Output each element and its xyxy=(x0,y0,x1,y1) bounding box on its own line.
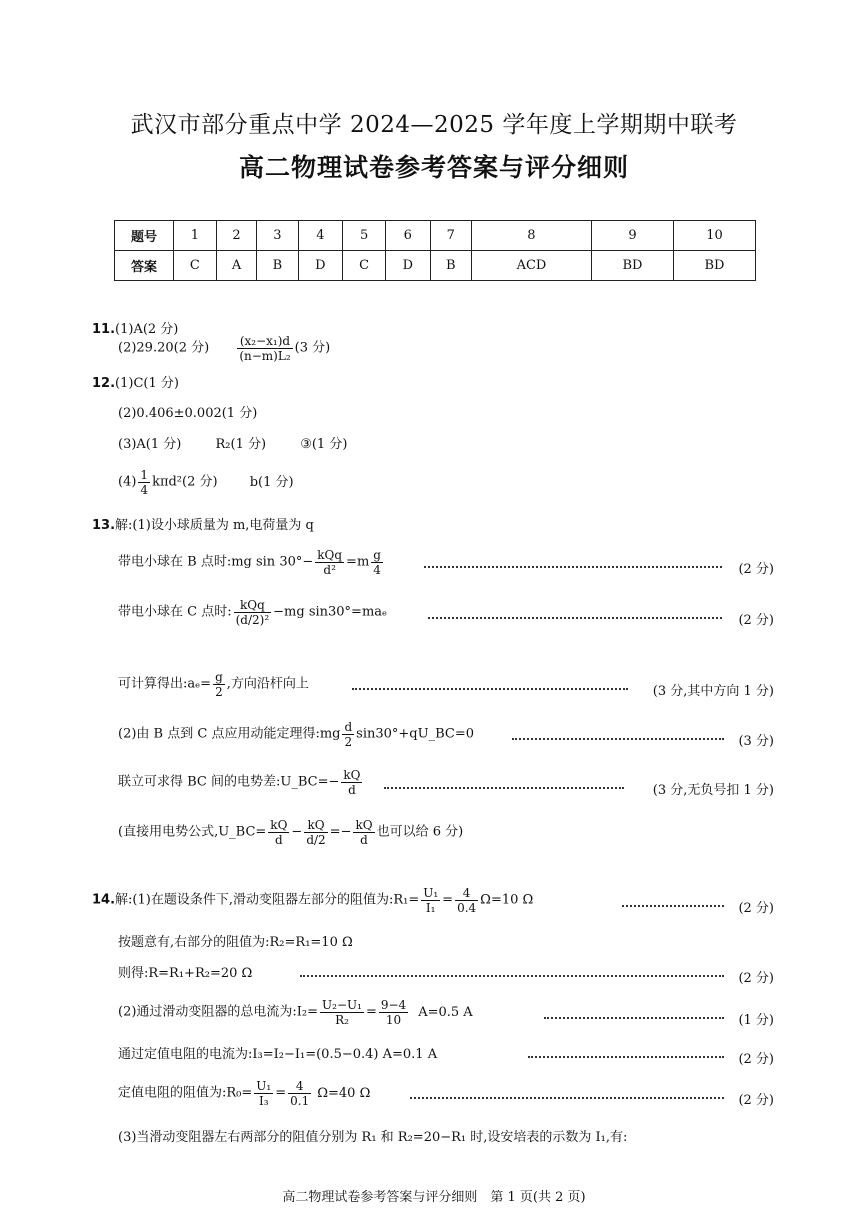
formula-text: 可计算得出:aₑ= xyxy=(118,676,212,692)
table-cell: 5 xyxy=(343,221,386,251)
fraction xyxy=(288,1079,311,1108)
table-cell: D xyxy=(298,251,343,281)
formula-text: =− xyxy=(329,824,352,840)
q13-line3 xyxy=(118,670,309,699)
fraction xyxy=(213,670,225,699)
denominator: d xyxy=(360,833,368,847)
q14-line7: (3)当滑动变阻器左右两部分的阻值分别为 R₁ 和 R₂=20−R₁ 时,设安培表的示数为 I₁,有: xyxy=(118,1130,628,1145)
table-cell: BD xyxy=(673,251,755,281)
leader-dots xyxy=(622,905,724,907)
formula-text: =m xyxy=(346,554,370,570)
numerator: g xyxy=(373,548,381,562)
formula-text: − xyxy=(291,824,303,840)
denominator: 4 xyxy=(373,563,381,577)
question-number: 11. xyxy=(92,322,116,337)
denominator: d/2 xyxy=(306,833,326,847)
table-cell: 2 xyxy=(216,221,257,251)
leader-dots xyxy=(410,1097,724,1099)
fraction xyxy=(304,818,327,847)
score-text: (2 分) xyxy=(738,1052,774,1067)
numerator: 1 xyxy=(140,468,149,482)
score-text: (2 分) xyxy=(738,901,774,916)
denominator: 10 xyxy=(385,1013,402,1027)
q13-line6 xyxy=(118,818,463,847)
numerator: kQ xyxy=(343,768,361,782)
question-number: 13. xyxy=(92,518,116,533)
question-number: 12. xyxy=(92,376,116,391)
leader-dots xyxy=(428,617,722,619)
leader-dots xyxy=(300,975,724,977)
score-text: (1 分) xyxy=(738,1013,774,1028)
q14-line1 xyxy=(92,886,533,915)
formula-text: 联立可求得 BC 间的电势差:U_BC=− xyxy=(118,774,340,790)
table-cell: D xyxy=(385,251,430,281)
answer-text: (3)A(1 分) xyxy=(118,437,182,452)
denominator: 2 xyxy=(344,735,353,749)
table-cell: 7 xyxy=(430,221,471,251)
score-text: (2 分) xyxy=(738,971,774,986)
q12-part2: (2)0.406±0.002(1 分) xyxy=(118,406,258,421)
answer-text: kπd²(2 分) xyxy=(152,474,218,490)
table-cell: BD xyxy=(592,251,674,281)
denominator: 0.4 xyxy=(457,901,477,915)
denominator: d² xyxy=(323,563,336,577)
leader-dots xyxy=(544,1017,724,1019)
fraction xyxy=(237,334,292,363)
score-text: (2 分) xyxy=(738,1093,774,1108)
answer-text: (1)C(1 分) xyxy=(115,376,179,391)
table-row-answers xyxy=(115,251,756,281)
leader-dots xyxy=(528,1056,724,1058)
leader-dots xyxy=(352,688,628,690)
score-text: (3 分,无负号扣 1 分) xyxy=(652,783,774,798)
row-label-answer: 答案 xyxy=(115,251,174,281)
numerator: kQq xyxy=(317,548,343,562)
denominator: R₂ xyxy=(335,1013,349,1027)
formula-text: = xyxy=(365,1004,377,1020)
formula-text: ,方向沿杆向上 xyxy=(226,676,309,692)
table-cell: 6 xyxy=(385,221,430,251)
fraction xyxy=(341,768,362,797)
numerator: kQq xyxy=(234,598,272,613)
table-cell: 3 xyxy=(257,221,298,251)
numerator: U₁ xyxy=(423,886,439,900)
table-cell: 9 xyxy=(592,221,674,251)
score-text: (3 分) xyxy=(738,734,774,749)
table-row-numbers xyxy=(115,221,756,251)
table-cell: A xyxy=(216,251,257,281)
denominator: (d/2)² xyxy=(235,613,270,627)
q13-line2 xyxy=(118,598,387,627)
q14-line6 xyxy=(118,1079,370,1108)
table-cell: B xyxy=(257,251,298,281)
fraction xyxy=(342,720,354,749)
q14-line5: 通过定值电阻的电流为:I₃=I₂−I₁=(0.5−0.4) A=0.1 A xyxy=(118,1047,438,1062)
q14-line2: 按题意有,右部分的阻值为:R₂=R₁=10 Ω xyxy=(118,935,353,950)
denominator: (n−m)L₂ xyxy=(239,349,291,363)
formula-text: Ω=10 Ω xyxy=(480,892,534,908)
document-title: 武汉市部分重点中学 2024—2025 学年度上学期期中联考 xyxy=(130,112,738,138)
formula-text: (2)由 B 点到 C 点应用动能定理得:mg xyxy=(118,726,341,742)
table-cell: 1 xyxy=(174,221,217,251)
row-label-number: 题号 xyxy=(115,221,174,251)
numerator: 9−4 xyxy=(380,998,407,1012)
fraction xyxy=(315,548,344,577)
fraction xyxy=(379,998,408,1027)
denominator: I₁ xyxy=(425,901,436,915)
answer-text: R₂(1 分) xyxy=(215,437,267,452)
answer-text: 解:(1)设小球质量为 m,电荷量为 q xyxy=(115,518,314,533)
numerator: kQ xyxy=(355,818,373,832)
formula-text: (直接用电势公式,U_BC= xyxy=(118,824,267,840)
document-subtitle: 高二物理试卷参考答案与评分细则 xyxy=(238,153,629,182)
table-cell: C xyxy=(174,251,217,281)
formula-text: 解:(1)在题设条件下,滑动变阻器左部分的阻值为:R₁= xyxy=(115,892,420,908)
formula-text: −mg sin30°=maₑ xyxy=(273,604,388,620)
formula-text: 带电小球在 B 点时:mg sin 30°− xyxy=(118,554,314,570)
fraction xyxy=(421,886,440,915)
fraction xyxy=(455,886,478,915)
denominator: 2 xyxy=(215,685,223,699)
numerator: 4 xyxy=(455,886,478,901)
q14-line3: 则得:R=R₁+R₂=20 Ω xyxy=(118,966,253,981)
fraction xyxy=(234,598,272,627)
denominator: 4 xyxy=(140,483,149,497)
table-cell: 8 xyxy=(471,221,591,251)
numerator: U₂−U₁ xyxy=(322,998,362,1012)
answer-text: (1)A(2 分) xyxy=(115,322,179,337)
answer-text: b(1 分) xyxy=(249,474,294,490)
page-footer: 高二物理试卷参考答案与评分细则 第 1 页(共 2 页) xyxy=(282,1190,586,1205)
numerator: U₁ xyxy=(256,1079,272,1093)
question-number: 14. xyxy=(92,892,116,908)
denominator: d xyxy=(348,783,356,797)
q11-part2 xyxy=(118,334,330,363)
answer-text: ③(1 分) xyxy=(300,437,348,452)
formula-text: (2)通过滑动变阻器的总电流为:I₂= xyxy=(118,1004,319,1020)
q12-part3 xyxy=(118,437,347,453)
fraction xyxy=(138,468,150,497)
formula-text: Ω=40 Ω xyxy=(317,1085,371,1101)
answer-text: (2)29.20(2 分) xyxy=(118,340,210,356)
numerator: g xyxy=(215,670,223,684)
denominator: I₃ xyxy=(258,1094,269,1108)
q13-intro xyxy=(92,518,314,534)
q13-line5 xyxy=(118,768,364,797)
numerator: kQ xyxy=(270,818,288,832)
formula-text: 也可以给 6 分) xyxy=(376,824,464,840)
fraction xyxy=(268,818,289,847)
denominator: 0.1 xyxy=(290,1094,310,1108)
q13-line4 xyxy=(118,720,474,749)
leader-dots xyxy=(384,787,624,789)
table-cell: 10 xyxy=(673,221,755,251)
numerator: d xyxy=(344,720,353,734)
score-text: (3 分) xyxy=(294,340,331,356)
formula-text: = xyxy=(442,892,454,908)
fraction xyxy=(371,548,383,577)
score-text: (2 分) xyxy=(738,613,774,628)
leader-dots xyxy=(424,566,722,568)
q12-part1 xyxy=(92,376,179,392)
fraction xyxy=(353,818,374,847)
score-text: (3 分,其中方向 1 分) xyxy=(652,684,774,699)
numerator: (x₂−x₁)d xyxy=(237,334,292,349)
table-cell: 4 xyxy=(298,221,343,251)
leader-dots xyxy=(512,738,724,740)
formula-text: 带电小球在 C 点时: xyxy=(118,604,232,620)
table-cell: B xyxy=(430,251,471,281)
table-cell: C xyxy=(343,251,386,281)
fraction xyxy=(254,1079,273,1108)
fraction xyxy=(320,998,364,1027)
table-cell: ACD xyxy=(471,251,591,281)
answer-text: (4) xyxy=(118,474,137,490)
q14-line4 xyxy=(118,998,473,1027)
formula-text: 定值电阻的阻值为:R₀= xyxy=(118,1085,253,1101)
denominator: d xyxy=(275,833,283,847)
formula-text: A=0.5 A xyxy=(418,1004,473,1020)
answer-table xyxy=(114,220,756,281)
q13-line1 xyxy=(118,548,385,577)
q12-part4 xyxy=(118,468,294,497)
numerator: kQ xyxy=(304,818,327,833)
score-text: (2 分) xyxy=(738,562,774,577)
numerator: 4 xyxy=(288,1079,311,1094)
formula-text: = xyxy=(275,1085,287,1101)
formula-text: sin30°+qU_BC=0 xyxy=(356,726,474,742)
